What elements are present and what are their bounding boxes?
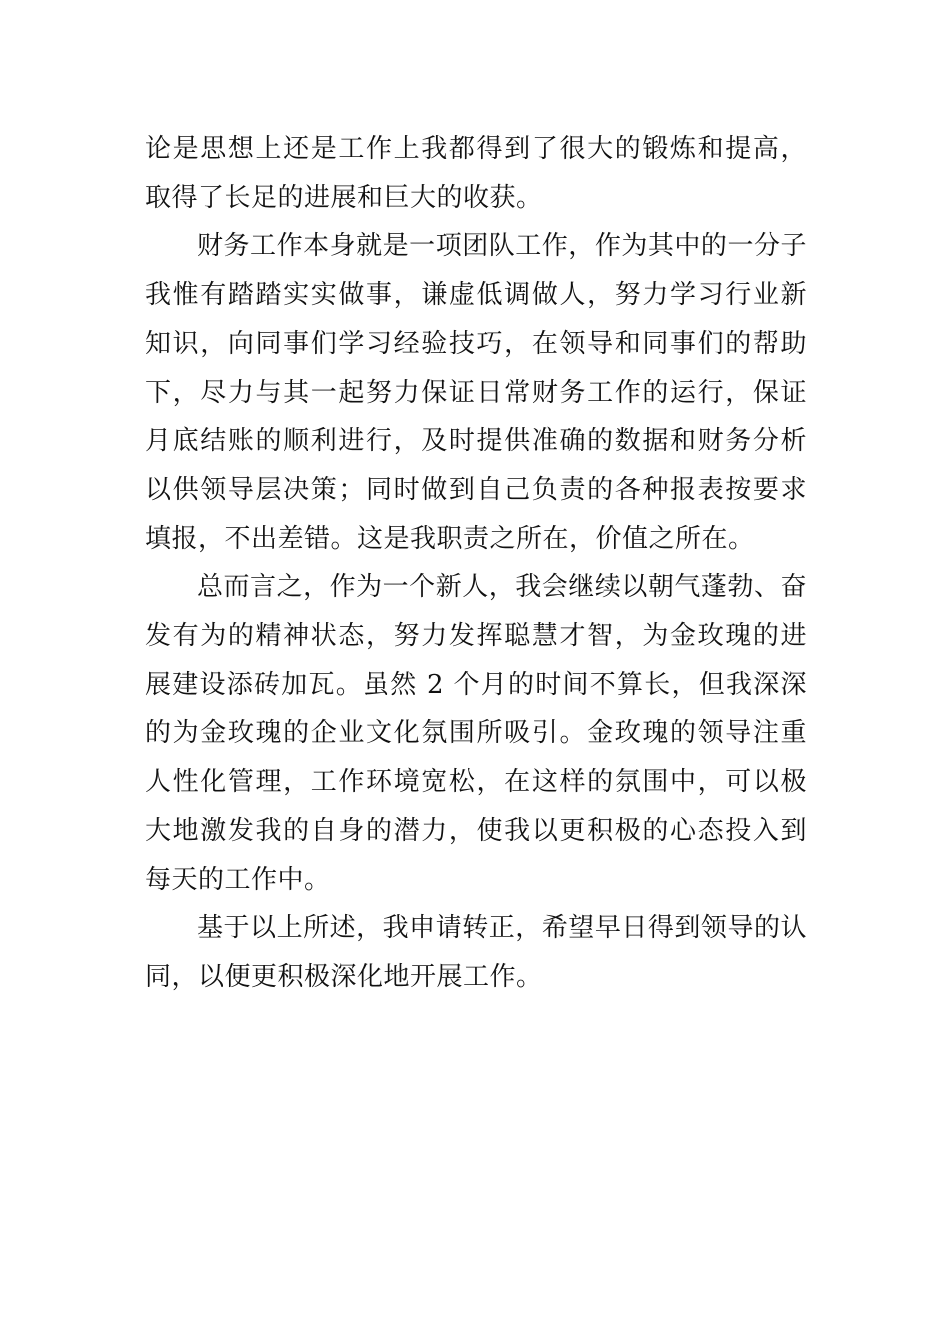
paragraph-3: 总而言之，作为一个新人，我会继续以朝气蓬勃、奋发有为的精神状态，努力发挥聪慧才智，为金玫瑰的进展建设添砖加瓦。虽然 2 个月的时间不算长，但我深深的为金玫瑰的企业文化氛围所吸引。金玫瑰的领导注重人性化管理，工作环境宽松，在这样的氛围中，可以极大地激发我的自身的潜力，使我以更积极的心态投入到每天的工作中。 bbox=[145, 572, 807, 895]
paragraph-4: 基于以上所述，我申请转正，希望早日得到领导的认同，以便更积极深化地开展工作。 bbox=[145, 913, 807, 992]
paragraph-2: 财务工作本身就是一项团队工作，作为其中的一分子我惟有踏踏实实做事，谦虚低调做人，努力学习行业新知识，向同事们学习经验技巧，在领导和同事们的帮助下，尽力与其一起努力保证日常财务工作的运行，保证月底结账的顺利进行，及时提供准确的数据和财务分析以供领导层决策；同时做到自己负责的各种报表按要求填报，不出差错。这是我职责之所在，价值之所在。 bbox=[145, 231, 807, 554]
body-text bbox=[145, 125, 807, 1002]
paragraph-1: 论是思想上还是工作上我都得到了很大的锻炼和提高，取得了长足的进展和巨大的收获。 bbox=[145, 134, 807, 213]
